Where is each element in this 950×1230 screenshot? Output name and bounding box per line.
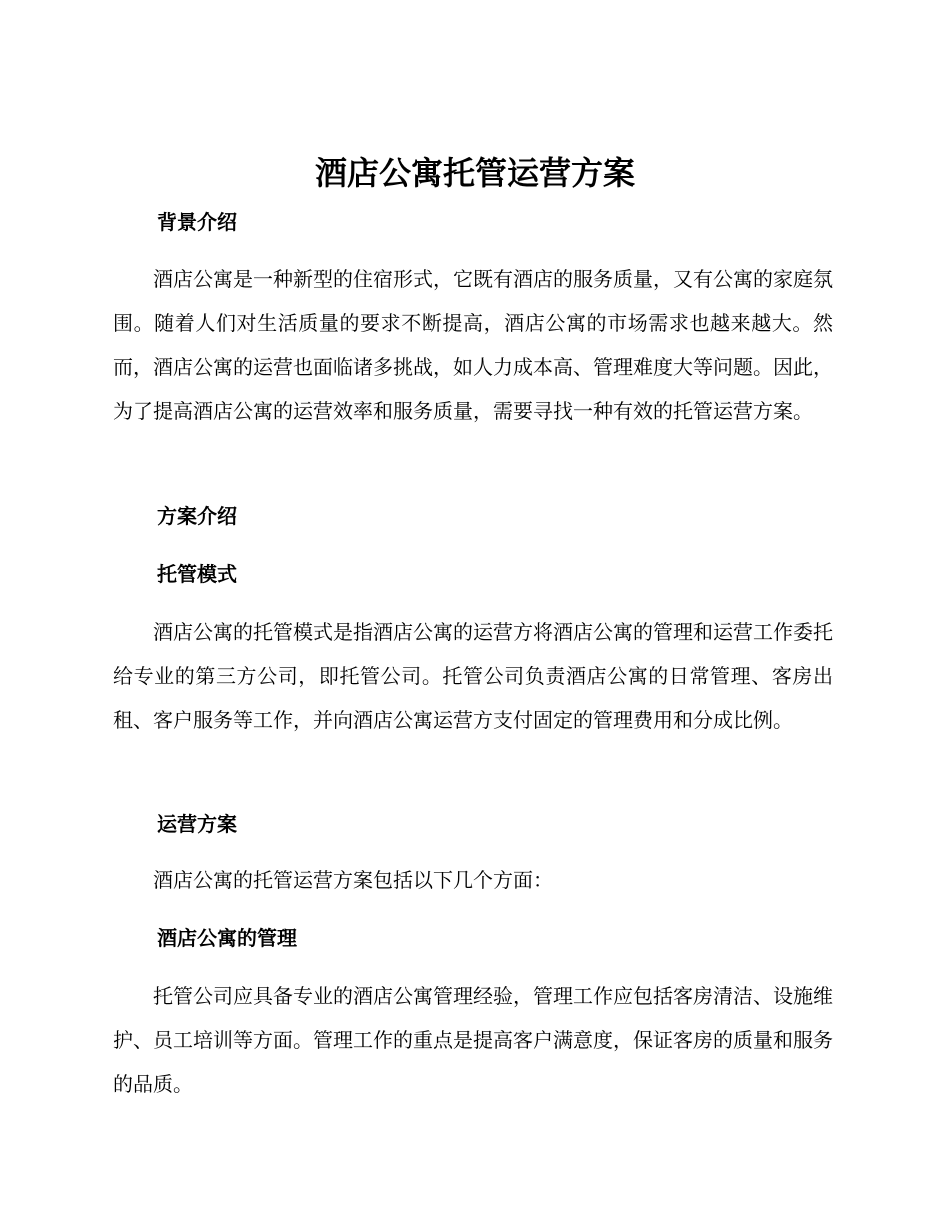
- section-heading-operation-plan: 运营方案: [157, 812, 237, 836]
- section-heading-apartment-management: 酒店公寓的管理: [157, 926, 297, 950]
- paragraph-background: 酒店公寓是一种新型的住宿形式，它既有酒店的服务质量，又有公寓的家庭氛围。随着人们对生活质量的要求不断提高，酒店公寓的市场需求也越来越大。然而，酒店公寓的运营也面临诸多挑战，如人力成本高、管理难度大等问题。因此，为了提高酒店公寓的运营效率和服务质量，需要寻找一种有效的托管运营方案。: [113, 267, 833, 423]
- section-heading-background: 背景介绍: [157, 210, 237, 234]
- section-heading-hosting-mode: 托管模式: [157, 562, 237, 586]
- paragraph-hosting-mode: 酒店公寓的托管模式是指酒店公寓的运营方将酒店公寓的管理和运营工作委托给专业的第三方公司，即托管公司。托管公司负责酒店公寓的日常管理、客房出租、客户服务等工作，并向酒店公寓运营方支付固定的管理费用和分成比例。: [113, 620, 833, 732]
- paragraph-apartment-management: 托管公司应具备专业的酒店公寓管理经验，管理工作应包括客房清洁、设施维护、员工培训等方面。管理工作的重点是提高客户满意度，保证客房的质量和服务的品质。: [113, 984, 833, 1096]
- document-title: 酒店公寓托管运营方案: [314, 154, 635, 192]
- section-heading-plan-intro: 方案介绍: [157, 504, 237, 528]
- paragraph-operation-plan: 酒店公寓的托管运营方案包括以下几个方面：: [153, 868, 553, 892]
